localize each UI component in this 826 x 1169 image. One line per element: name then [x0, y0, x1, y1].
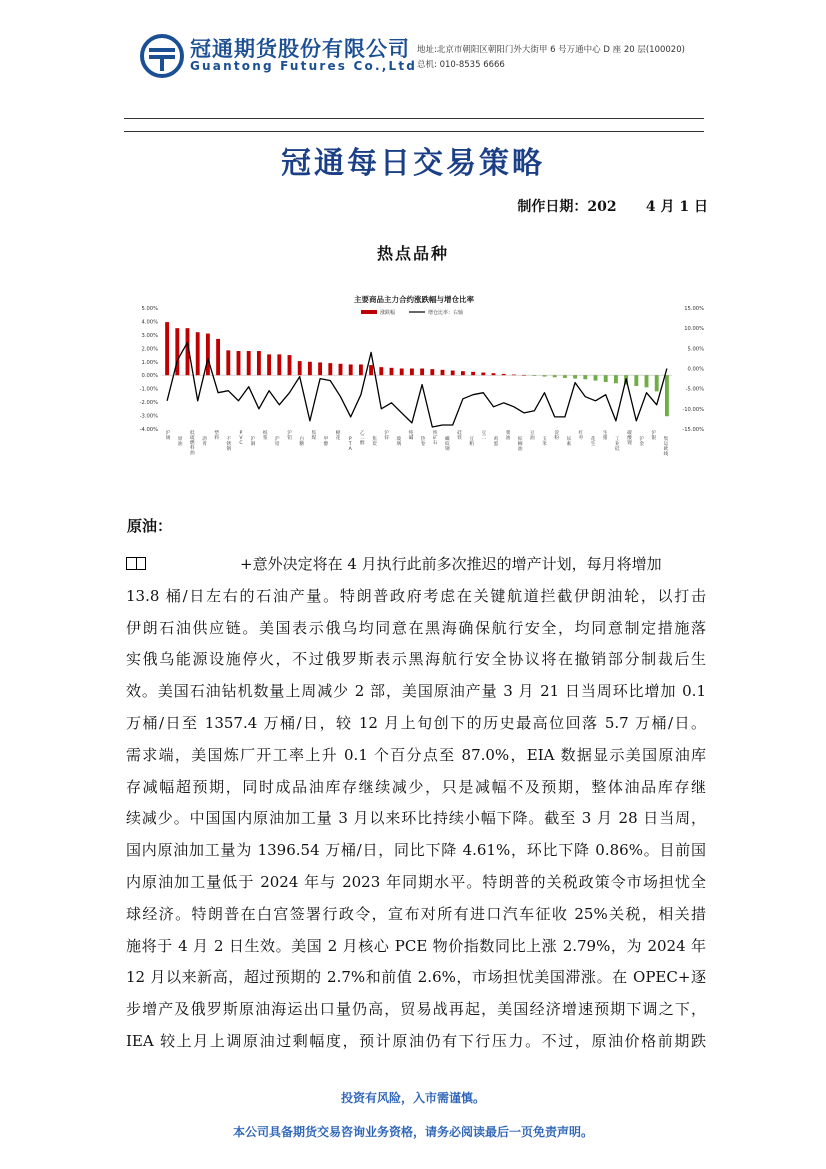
bar-change — [471, 372, 475, 375]
y-right-tick-label: -10.00% — [682, 406, 704, 413]
bar-change — [553, 375, 557, 377]
x-tick-label — [530, 429, 535, 441]
x-tick-char: 纯 — [408, 431, 414, 436]
x-tick-label — [214, 429, 219, 441]
paragraph-line: 施将于 4 月 2 日生效。美国 2 月核心 PCE 物价指数同比上涨 2.79%，为 2024 年 — [126, 936, 706, 955]
x-tick-char: 米 — [542, 442, 547, 447]
bar-change — [634, 375, 638, 386]
x-tick-char: 沪 — [651, 431, 657, 436]
bar-change — [369, 365, 373, 375]
paragraph-line: 13.8 桶/日左右的石油产量。特朗普政府考虑在关键航道拦截伊朗油轮，以打击 — [126, 586, 706, 605]
x-tick-char: 硅 — [615, 447, 620, 452]
y-left-tick-label: 5.00% — [141, 306, 158, 312]
x-tick-label — [469, 435, 474, 447]
line-oi-ratio — [167, 342, 667, 427]
x-tick-char: 乙 — [360, 431, 365, 436]
x-tick-char: V — [239, 436, 243, 441]
legend-swatch-change — [361, 310, 377, 314]
x-tick-char: 石 — [432, 441, 438, 446]
x-tick-char: 沪 — [275, 437, 280, 442]
x-tick-label — [263, 429, 268, 441]
y-left-tick-label: 0.00% — [141, 373, 158, 380]
company-logo-icon — [140, 34, 184, 78]
y-left-tick-label: -2.00% — [139, 400, 158, 407]
x-tick-char: 铁 — [432, 431, 438, 436]
x-tick-char: 糖 — [299, 442, 304, 447]
x-tick-label — [190, 429, 195, 456]
x-tick-char: 甲 — [323, 437, 329, 442]
x-tick-char: 低 — [190, 431, 195, 436]
x-tick-char: 油 — [530, 436, 535, 441]
x-tick-char: 沪 — [384, 431, 389, 436]
x-tick-char: P — [239, 431, 243, 436]
x-tick-char: 花 — [335, 436, 341, 441]
bar-change — [645, 375, 649, 387]
bar-change — [226, 350, 230, 375]
x-tick-char: 不 — [226, 437, 232, 442]
bar-change — [614, 375, 618, 383]
x-tick-char: 油 — [190, 451, 195, 456]
x-tick-char: 酸 — [627, 436, 632, 441]
x-tick-char: 钢 — [226, 447, 232, 452]
x-tick-char: 原 — [177, 437, 183, 442]
x-tick-char: 粕 — [469, 442, 474, 447]
paragraph-line — [126, 549, 706, 581]
x-tick-char: 浆 — [262, 436, 268, 441]
paragraph-line: 效。美国石油钻机数量上周减少 2 部，美国原油产量 3 月 21 日当周环比增加 0.1 — [126, 682, 706, 701]
bar-change — [206, 334, 210, 376]
x-tick-char: 业 — [615, 442, 620, 447]
bar-change — [216, 339, 220, 375]
bar-change — [379, 367, 383, 375]
x-tick-label — [166, 429, 171, 441]
bar-change — [277, 354, 281, 375]
x-tick-label — [457, 429, 462, 441]
y-right-tick-label: 15.00% — [684, 306, 704, 312]
x-tick-char: 玉 — [542, 437, 547, 442]
bar-change — [543, 375, 547, 376]
x-tick-label — [445, 435, 450, 452]
y-right-tick-label: 5.00% — [687, 346, 704, 353]
bar-change — [237, 351, 241, 375]
x-tick-char: 油 — [517, 447, 523, 452]
x-tick-label — [287, 429, 292, 441]
x-tick-label — [421, 435, 426, 447]
x-tick-char: C — [239, 441, 243, 446]
x-tick-label — [372, 435, 377, 447]
x-tick-label — [348, 436, 353, 452]
x-tick-label — [311, 429, 316, 441]
y-left-tick-label: -1.00% — [139, 386, 158, 393]
x-tick-char: 铜 — [250, 442, 256, 447]
x-tick-char: 油 — [177, 442, 183, 447]
x-tick-char: 沪 — [639, 437, 644, 442]
bar-change — [257, 351, 261, 375]
x-tick-char: 纹 — [445, 442, 450, 447]
paragraph-line-text: +意外决定将在 4 月执行此前多次推迟的增产计划，每月将增加 — [240, 555, 662, 573]
x-tick-char: 燃 — [190, 441, 195, 446]
x-tick-char: 银 — [651, 436, 657, 441]
paragraph-line: 12 月以来新高，超过预期的 2.7%和前值 2.6%，市场担忧美国滞涨。在 OPEC+逐 — [126, 968, 706, 987]
x-tick-label — [603, 429, 608, 441]
bar-change — [502, 374, 506, 375]
x-tick-label — [615, 436, 620, 452]
x-tick-char: 二 — [481, 436, 487, 441]
made-date: 制作日期：202 4 月 1 日 — [517, 199, 708, 215]
x-tick-char: 集 — [663, 437, 669, 442]
bar-change — [492, 373, 496, 375]
x-tick-char: 醇 — [360, 441, 365, 446]
x-tick-label — [566, 435, 571, 447]
x-tick-char: 钢 — [445, 447, 450, 452]
x-tick-char: 醇 — [323, 442, 329, 447]
crude-heading: 原油： — [127, 517, 173, 535]
bar-change — [410, 369, 414, 376]
x-tick-char: P — [348, 437, 352, 442]
x-tick-char: 碳 — [627, 431, 632, 436]
x-tick-char: 热 — [420, 437, 426, 442]
paragraph-line: 需求端，美国炼厂开工率上升 0.1 个百分点至 87.0%，EIA 数据显示美国原油库 — [126, 745, 706, 764]
bar-change — [298, 361, 302, 375]
x-tick-char: 硫 — [190, 436, 195, 441]
x-tick-char: 铁 — [457, 436, 462, 441]
paragraph-line: IEA 较上月上调原油过剩幅度，预计原油仍有下行压力。不过，原油价格前期跌 — [126, 1031, 706, 1050]
x-tick-char: 沪 — [250, 437, 256, 442]
x-tick-char: 生 — [602, 431, 608, 436]
paragraph-line: 步增产及俄罗斯原油海运出口量仍高，贸易战再起，美国经济增速预期下调之下， — [126, 1000, 706, 1019]
x-tick-label — [251, 435, 256, 447]
bar-change — [441, 370, 445, 375]
paragraph-line: 万桶/日至 1357.4 万桶/日，较 12 月上旬创下的历史最高位回落 5.7 万桶/日。 — [126, 713, 706, 732]
missing-glyph-icon — [126, 557, 146, 570]
x-tick-label — [481, 429, 486, 441]
x-tick-char: 沪 — [287, 431, 292, 436]
paragraph-line: 国内原油加工量为 1396.54 万桶/日，同比下降 4.61%，环比下降 0.86%。目前国 — [126, 841, 706, 860]
x-tick-char: 锈 — [226, 442, 232, 447]
y-left-tick-label: -3.00% — [139, 413, 158, 420]
x-tick-char: 金 — [639, 442, 644, 447]
x-tick-label — [275, 435, 280, 447]
x-tick-char: 豆 — [469, 437, 474, 442]
company-phone: 总机: 010-8535 6666 — [417, 60, 505, 70]
x-tick-char: 料 — [214, 436, 219, 441]
bar-change — [583, 375, 587, 379]
bar-change — [247, 351, 251, 375]
bar-change — [522, 375, 526, 376]
bar-change — [430, 369, 434, 375]
x-tick-label — [239, 430, 243, 446]
bar-change — [328, 363, 332, 375]
x-tick-char: 玻 — [396, 437, 402, 442]
x-tick-char: 棕 — [517, 437, 523, 442]
x-tick-label — [542, 435, 547, 447]
x-tick-char: 豆 — [481, 431, 487, 436]
company-name-en: Guantong Futures Co.,Ltd — [190, 59, 418, 73]
company-name-cn: 冠通期货股份有限公司 — [190, 37, 410, 61]
bar-change — [461, 371, 465, 375]
risk-warning: 投资有风险，入市需谨慎。 — [340, 1091, 485, 1105]
bar-change — [594, 375, 598, 380]
x-tick-char: 料 — [190, 446, 195, 451]
x-tick-char: T — [348, 442, 352, 447]
x-tick-char: 焦 — [372, 437, 377, 442]
x-tick-char: 欧 — [663, 447, 669, 452]
x-tick-char: 油 — [505, 436, 511, 441]
crude-paragraph — [126, 549, 706, 1058]
x-tick-label — [664, 435, 669, 457]
section-title-hot: 热点品种 — [376, 244, 449, 263]
x-tick-label — [591, 435, 596, 447]
x-tick-char: 花 — [590, 437, 596, 442]
x-tick-char: 炭 — [372, 442, 377, 447]
y-left-tick-label: 4.00% — [141, 319, 158, 326]
y-left-tick-label: -4.00% — [139, 427, 158, 433]
bar-change — [563, 375, 567, 378]
bar-change — [573, 375, 577, 378]
title-divider — [124, 131, 704, 132]
x-tick-char: 尿 — [566, 437, 572, 442]
y-right-tick-label: 0.00% — [687, 366, 704, 373]
x-tick-label — [554, 429, 559, 441]
x-tick-char: 枣 — [578, 436, 584, 441]
x-tick-char: 淀 — [554, 431, 559, 436]
x-tick-char: 锌 — [384, 436, 389, 441]
bar-change — [359, 364, 363, 375]
x-tick-label — [433, 429, 438, 446]
x-tick-char: 沪 — [165, 431, 171, 436]
y-right-tick-label: 10.00% — [684, 326, 704, 333]
x-tick-char: 蛋 — [493, 442, 499, 447]
x-tick-label — [518, 435, 523, 452]
header-divider — [124, 118, 704, 119]
bar-change — [400, 369, 404, 376]
page-title: 冠通每日交易策略 — [281, 146, 545, 181]
x-tick-char: 菜 — [505, 431, 511, 436]
y-left-tick-label: 1.00% — [141, 359, 158, 366]
x-tick-char: 青 — [202, 442, 207, 447]
bar-change — [665, 375, 669, 416]
bar-change — [655, 375, 659, 391]
x-tick-label — [384, 429, 389, 441]
x-tick-char: 锡 — [165, 436, 171, 441]
x-tick-label — [651, 429, 656, 441]
x-tick-label — [396, 435, 401, 447]
bar-change — [481, 373, 485, 376]
x-tick-char: 粉 — [554, 436, 559, 441]
x-tick-char: 煤 — [311, 436, 317, 441]
x-tick-char: 塑 — [214, 431, 219, 436]
bar-change — [349, 364, 353, 375]
x-tick-char: 沥 — [202, 437, 207, 442]
x-tick-char: 生 — [590, 442, 596, 447]
x-tick-char: 铅 — [275, 442, 280, 447]
paragraph-line: 内原油加工量低于 2024 年与 2023 年同期水平。特朗普的关税政策令市场担忧全 — [126, 872, 706, 891]
legend-label-oi: 增仓比率：右轴 — [428, 310, 464, 316]
x-tick-char: 二 — [360, 436, 365, 441]
bar-change — [390, 368, 394, 375]
x-tick-label — [336, 429, 341, 441]
bar-change — [339, 364, 343, 375]
chart-title: 主要商品主力合约涨跌幅与增仓比率 — [354, 295, 474, 304]
x-tick-char: 硅 — [457, 431, 462, 436]
x-tick-char: 碱 — [408, 436, 414, 441]
x-tick-char: 纸 — [262, 431, 268, 436]
x-tick-char: 工 — [615, 437, 620, 442]
paragraph-line: 续减少。中国国内原油加工量 3 月以来环比持续小幅下降。截至 3 月 28 日当周， — [126, 809, 706, 828]
disclaimer: 本公司具备期货交易咨询业务资格，请务必阅读最后一页免责声明。 — [232, 1125, 593, 1139]
y-left-tick-label: 2.00% — [141, 346, 158, 353]
y-right-tick-label: -5.00% — [685, 386, 704, 393]
bar-change — [308, 362, 312, 375]
x-tick-char: 铝 — [287, 436, 292, 441]
x-tick-char: A — [348, 447, 352, 452]
bar-change — [165, 322, 169, 375]
bar-change — [267, 354, 271, 375]
x-tick-label — [360, 429, 365, 446]
x-tick-char: 棉 — [335, 431, 341, 436]
legend-label-change: 涨跌幅 — [380, 310, 396, 316]
x-tick-label — [579, 429, 584, 441]
paragraph-line: 伊朗石油供应链。美国表示俄乌均同意在黑海确保航行安全，均同意制定措施落 — [126, 618, 706, 637]
x-tick-label — [178, 435, 183, 447]
company-address: 地址:北京市朝阳区朝阳门外大街甲 6 号万通中心 D 座 20 层(100020) — [417, 45, 685, 55]
x-tick-char: 运 — [663, 442, 669, 447]
x-tick-label — [506, 429, 511, 441]
chart-svg — [124, 288, 704, 496]
x-tick-label — [639, 435, 644, 447]
bar-change — [604, 375, 608, 382]
bar-change — [451, 371, 455, 376]
x-tick-char: 锂 — [627, 441, 632, 446]
x-tick-char: 红 — [578, 431, 584, 436]
paragraph-line: 存减幅超预期，同时成品油库存继续减少，只是减幅不及预期，整体油品库存继 — [126, 777, 706, 796]
bar-change — [420, 369, 424, 376]
commodity-chart — [124, 288, 704, 496]
bar-change — [318, 362, 322, 375]
page-header — [0, 0, 826, 120]
x-tick-label — [226, 435, 231, 452]
x-tick-char: 璃 — [396, 442, 402, 447]
x-tick-label — [409, 429, 414, 441]
bar-change — [512, 375, 516, 376]
y-left-tick-label: 3.00% — [141, 332, 158, 339]
x-tick-label — [299, 435, 304, 447]
x-tick-char: 豆 — [530, 431, 535, 436]
x-tick-label — [627, 429, 632, 446]
x-tick-label — [494, 435, 499, 447]
x-tick-char: 白 — [299, 437, 304, 442]
x-tick-char: 猪 — [602, 436, 608, 441]
x-tick-label — [202, 435, 207, 447]
paragraph-line: 实俄乌能源设施停火，不过俄罗斯表示黑海航行安全协议将在撤销部分制裁后生 — [126, 650, 706, 669]
bar-change — [196, 332, 200, 375]
x-tick-char: 矿 — [432, 436, 438, 441]
x-tick-char: 素 — [566, 442, 572, 447]
x-tick-label — [324, 435, 329, 447]
x-tick-char: 鸡 — [493, 437, 499, 442]
x-tick-char: 螺 — [445, 437, 450, 442]
x-tick-char: 卷 — [420, 442, 426, 447]
bar-change — [288, 355, 292, 375]
y-right-tick-label: -15.00% — [682, 427, 704, 433]
x-tick-char: 线 — [663, 452, 669, 457]
x-tick-char: 榈 — [517, 442, 523, 447]
x-tick-char: 焦 — [311, 431, 317, 436]
bar-change — [532, 375, 536, 376]
paragraph-line: 球经济。特朗普在白宫签署行政令，宣布对所有进口汽车征收 25%关税，相关措 — [126, 904, 706, 923]
